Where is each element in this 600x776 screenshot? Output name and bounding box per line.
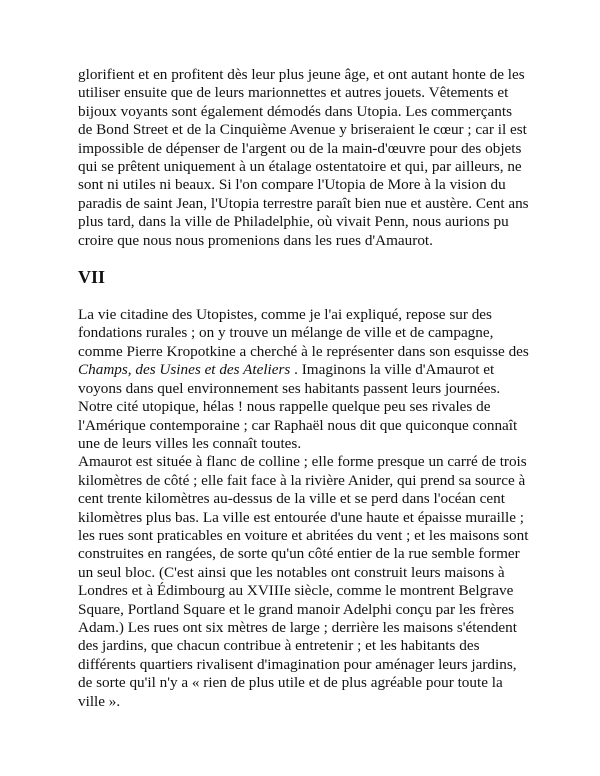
paragraph-2-text-end: . Imaginons la ville d'Amaurot et voyons dans quel environnement ses habitants passent leurs journées. Notre cité utopique, hélas ! nous rappelle quelque peu ses rivales de l'Amérique contemporaine ; car Raphaël nous dit que quiconque connaît une de leurs villes les connaît toutes. [78, 361, 518, 452]
body-paragraph-1: glorifient et en profitent dès leur plus jeune âge, et ont autant honte de les utiliser ensuite que de leurs marionnettes et autres jouets. Vêtements et bijoux voyants sont également démodés dans Utopia. Les commerçants de Bond Street et de la Cinquième Avenue y briseraient le cœur ; car il est impossible de dépenser de l'argent ou de la main-d'œuvre pour des objets qui se prêtent uniquement à un étalage ostentatoire et qui, par ailleurs, ne sont ni utiles ni beaux. Si l'on compare l'Utopia de More à la vision du paradis de saint Jean, l'Utopia terrestre paraît bien nue et austère. Cent ans plus tard, dans la ville de Philadelphie, où vivait Penn, nous aurions pu croire que nous nous promenions dans les rues d'Amaurot. [78, 66, 529, 249]
section-heading: VII [78, 267, 106, 288]
document-page [78, 66, 530, 711]
book-title-italic: Champs, des Usines et des Ateliers [78, 361, 291, 379]
body-paragraph-3: Amaurot est située à flanc de colline ; elle forme presque un carré de trois kilomètres de côté ; elle fait face à la rivière Anider, qui prend sa source à cent trente kilomètres au-dessus de la ville et se perd dans l'océan cent kilomètres plus bas. La ville est entourée d'une haute et épaisse muraille ; les rues sont praticables en voiture et abritées du vent ; et les maisons sont construites en rangées, de sorte qu'un côté entier de la rue semble former un seul bloc. (C'est ainsi que les notables ont construit leurs maisons à Londres et à Édimbourg au XVIIIe siècle, comme le montrent Belgrave Square, Portland Square et le grand manoir Adelphi conçu par les frères Adam.) Les rues ont six mètres de large ; derrière les maisons s'étendent des jardins, que chacun contribue à entretenir ; et les habitants des différents quartiers rivalisent d'imagination pour aménager leurs jardins, de sorte qu'il n'y a « rien de plus utile et de plus agréable pour toute la ville ». [78, 453, 529, 710]
paragraph-2-text-start: La vie citadine des Utopistes, comme je l'ai expliqué, repose sur des fondations rurales ; on y trouve un mélange de ville et de campagne, comme Pierre Kropotkine a cherché à le représenter dans son esquisse des [78, 306, 529, 360]
body-paragraph-2 [78, 306, 530, 453]
